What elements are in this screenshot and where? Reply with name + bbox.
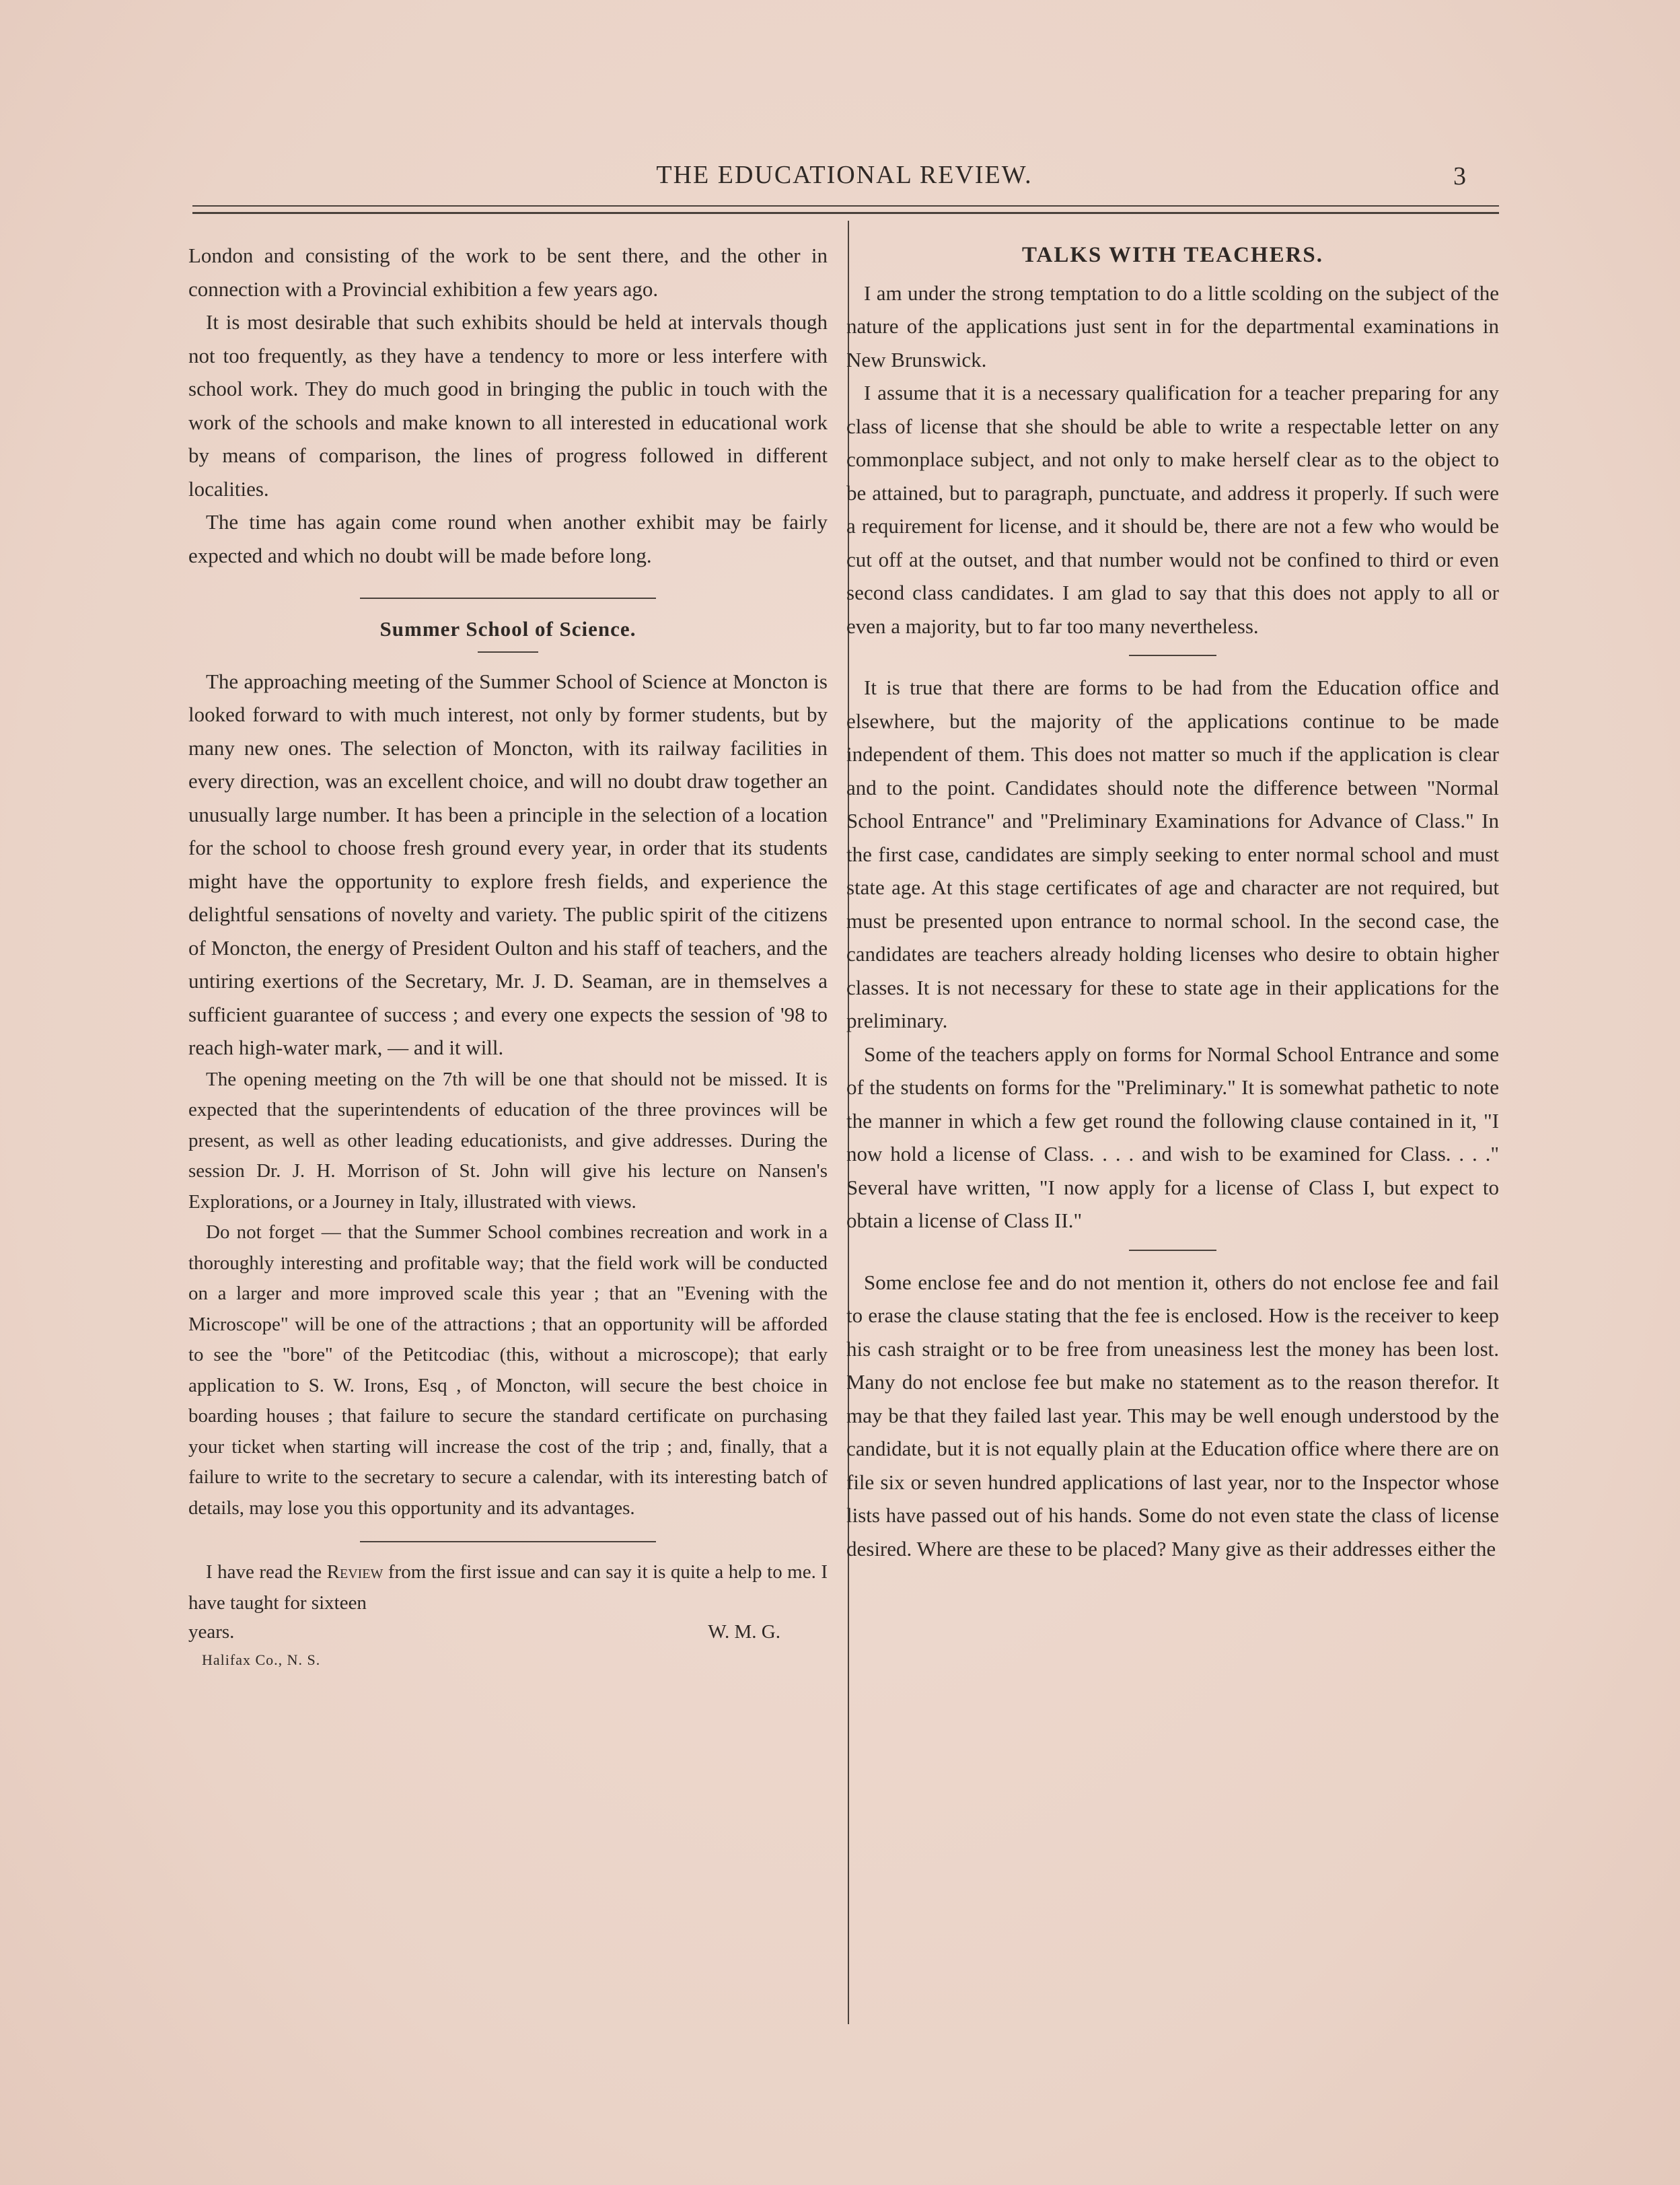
paragraph: The time has again come round when another exhibit may be fairly expected and which no doubt will be made before long. <box>188 510 828 567</box>
paragraph: It is most desirable that such exhibits should be held at intervals though not too frequently, as they have a tendency to more or less interfere with school work. They do much good in bringing the public in touch with the work of the schools and make known to all interested in educational work by means of comparison, the lines of progress followed in different localities. <box>188 310 828 501</box>
paragraph: It is true that there are forms to be had from the Education office and elsewhere, but the majority of the applications continue to be made independent of them. This does not matter so much if the application is clear and to the point. Candidates should note the difference between "Normal School Entrance" and "Preliminary Examinations for Advance of Class." In the first case, candidates are simply seeking to enter normal school and must state age. At this stage certificates of age and character are not required, but must be presented upon entrance to normal school. In the second case, the candidates are teachers already holding licenses who desire to obtain higher classes. It is not necessary for these to state age in their applications for the preliminary. <box>846 676 1499 1032</box>
section-rule <box>360 1541 656 1542</box>
paragraph: Do not forget — that the Summer School combines recreation and work in a thoroughly interesting and profitable way; that the field work will be conducted on a larger and more improved scale this year ; that an "Evening with the Microscope" will be one of the attractions ; that an opportunity will be afforded to see the "bore" of the Petitcodiac (this, without a microscope); that early application to S. W. Irons, Esq , of Moncton, will secure the best choice in boarding houses ; that failure to secure the standard certificate on purchasing your ticket when starting will increase the cost of the trip ; and, finally, that a failure to write to the secretary to secure a calendar, with its interesting batch of details, may lose you this opportunity and its advantages. <box>188 1221 828 1519</box>
heading-rule <box>478 651 538 653</box>
right-column <box>846 239 1499 1565</box>
signature-place: Halifax Co., N. S. <box>202 1651 321 1668</box>
paragraph: The approaching meeting of the Summer School of Science at Moncton is looked forward to with much interest, not only by former students, but by many new ones. The selection of Moncton, with its railway facilities in every direction, was an excellent choice, and will no doubt draw together an unusually large number. It has been a principle in the selection of a location for the school to choose fresh ground every year, in order that its students might have the opportunity to explore fresh fields, and experience the delightful sensations of novelty and variety. The public spirit of the citizens of Moncton, the energy of President Oulton and his staff of teachers, and the untiring exertions of the Secretary, Mr. J. D. Seaman, are in themselves a sufficient guarantee of success ; and every one expects the session of '98 to reach high-water mark, — and it will. <box>188 669 828 1059</box>
testimonial: I have read the Review from the first issue and can say it is quite a help to me. I have taught for sixteen <box>188 1561 828 1614</box>
section-heading: Summer School of Science. <box>379 617 636 641</box>
paragraph-separator <box>1129 655 1216 656</box>
paragraph-separator <box>1129 1250 1216 1251</box>
paragraph: Some of the teachers apply on forms for Normal School Entrance and some of the students on forms for the "Preliminary." It is somewhat pathetic to note the manner in which a few get round the following clause contained in it, "I now hold a license of Class. . . . and wish to be examined for Class. . . ." Several have written, "I now apply for a license of Class I, but expect to obtain a license of Class II." <box>846 1042 1499 1232</box>
section-heading: TALKS WITH TEACHERS. <box>1021 243 1324 267</box>
page-number: 3 <box>1453 162 1466 190</box>
running-head: THE EDUCATIONAL REVIEW. <box>656 161 1033 189</box>
paragraph: The opening meeting on the 7th will be one that should not be missed. It is expected that the superintendents of education of the three provinces will be present, as well as other leading educationists, and give addresses. During the session Dr. J. H. Morrison of St. John will give his lecture on Nansen's Explorations, or a Journey in Italy, illustrated with views. <box>188 1068 828 1213</box>
paragraph: I am under the strong temptation to do a little scolding on the subject of the nature of the applications just sent in for the departmental examinations in New Brunswick. <box>846 281 1499 371</box>
header-rule-double <box>192 212 1499 214</box>
section-rule <box>360 598 656 599</box>
paragraph: I assume that it is a necessary qualification for a teacher preparing for any class of license that she should be able to write a respectable letter on any commonplace subject, and not only to make herself clear as to the object to be attained, but to paragraph, punctuate, and address it properly. If such were a requirement for license, and it should be, there are not a few who would be cut off at the outset, and that number would not be confined to third or even second class candidates. I am glad to say that this does not apply to all or even a majority, but to far too many nevertheless. <box>846 381 1499 638</box>
left-column <box>188 239 828 1675</box>
signature: W. M. G. <box>708 1621 780 1643</box>
paragraph: Some enclose fee and do not mention it, others do not enclose fee and fail to erase the clause stating that the fee is enclosed. How is the receiver to keep his cash straight or to be free from uneasiness lest the money has been lost. Many do not enclose fee but make no statement as to the reason therefor. It may be that they failed last year. This may be well enough understood by the candidate, but it is not equally plain at the Education office where there are on file six or seven hundred applications of last year, nor to the Inspector whose lists have passed out of his hands. Some do not even state the class of license desired. Where are these to be placed? Many give as their addresses either the <box>846 1270 1499 1561</box>
paragraph: London and consisting of the work to be sent there, and the other in connection with a Provincial exhibition a few years ago. <box>188 244 828 301</box>
signature-line: years. W. M. G. <box>188 1618 828 1645</box>
header-rule <box>192 205 1499 207</box>
